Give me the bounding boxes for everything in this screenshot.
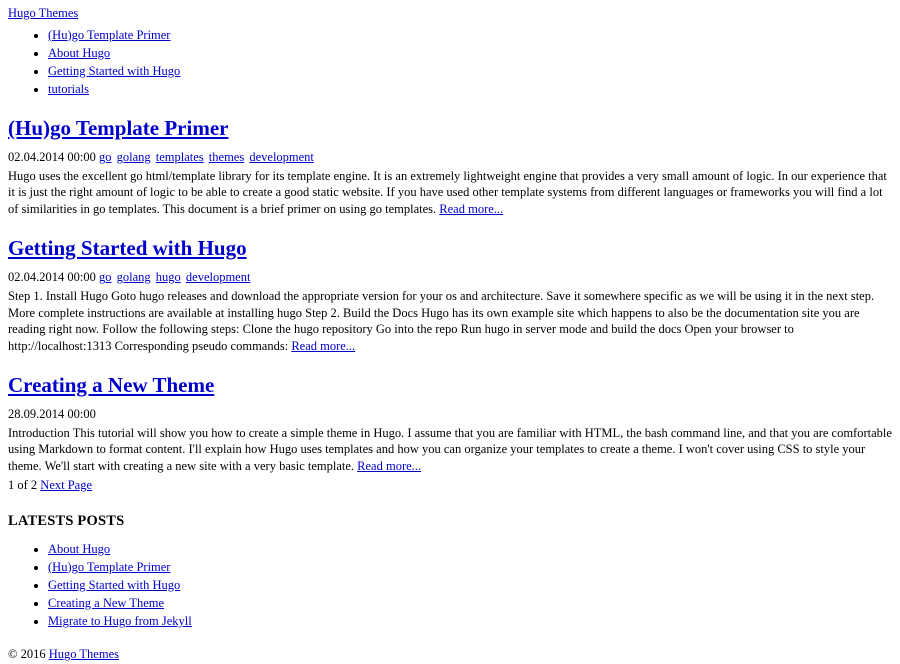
list-item	[48, 612, 892, 630]
nav-item	[48, 26, 892, 44]
latest-post-link-hugo-template-primer[interactable]: (Hu)go Template Primer	[48, 559, 171, 574]
nav-link-hugo-template-primer[interactable]: (Hu)go Template Primer	[48, 27, 171, 42]
next-page-link[interactable]: Next Page	[40, 478, 93, 493]
article-tags	[99, 150, 316, 164]
article-meta	[8, 269, 892, 285]
latest-post-link-getting-started-with-hugo[interactable]: Getting Started with Hugo	[48, 577, 181, 592]
article-summary-text: Introduction This tutorial will show you how to create a simple theme in Hugo. I assume that you are familiar with HTML, the bash command line, and that you are comfortable using Markdown to format content. I'll explain how Hugo uses templates and how you can organize your templates to create a theme. I won't cover using CSS to style your theme. We'll start with creating a new site with a very basic template.	[8, 425, 892, 474]
tag-link[interactable]: themes	[208, 150, 245, 165]
tag-link[interactable]: golang	[116, 150, 151, 165]
latest-posts-list	[8, 540, 892, 631]
nav-item	[48, 80, 892, 98]
read-more-link[interactable]: Read more...	[439, 202, 504, 217]
nav-item	[48, 62, 892, 80]
article-entry	[8, 236, 892, 355]
tag-link[interactable]: development	[249, 150, 314, 165]
read-more-link[interactable]: Read more...	[291, 339, 356, 354]
article-meta	[8, 149, 892, 165]
latest-post-link-migrate-to-hugo-from-jekyll[interactable]: Migrate to Hugo from Jekyll	[48, 614, 192, 629]
page-title	[8, 116, 892, 141]
tag-link[interactable]: templates	[155, 150, 204, 165]
article-summary-text: Hugo uses the excellent go html/template library for its template engine. It is an extremely lightweight engine that provides a very small amount of logic. In our experience that it is just the right amount of logic to be able to create a good static website. If you have used other template systems from different languages or frameworks you will find a lot of similarities in go templates. This document is a brief primer on using go templates.	[8, 168, 887, 217]
article-title-link[interactable]: Getting Started with Hugo	[8, 236, 247, 261]
article-date: 02.04.2014 00:00	[8, 270, 96, 285]
tag-link[interactable]: hugo	[155, 270, 181, 285]
list-item	[48, 594, 892, 612]
latest-post-link-creating-a-new-theme[interactable]: Creating a New Theme	[48, 596, 165, 611]
nav-link-tutorials[interactable]: tutorials	[48, 82, 89, 96]
article-title-link[interactable]: Creating a New Theme	[8, 373, 215, 398]
article-date: 02.04.2014 00:00	[8, 150, 96, 165]
list-item	[48, 576, 892, 594]
latest-post-link-about-hugo[interactable]: About Hugo	[48, 541, 111, 556]
article-title-link[interactable]: (Hu)go Template Primer	[8, 116, 229, 141]
pagination-status: 1 of 2	[8, 478, 38, 493]
page-title	[8, 236, 892, 261]
article-entry	[8, 373, 892, 495]
site-title-link[interactable]: Hugo Themes	[8, 6, 79, 20]
tag-link[interactable]: go	[98, 150, 112, 165]
tag-link[interactable]: go	[98, 270, 112, 285]
footer	[8, 646, 892, 664]
article-summary	[8, 168, 892, 219]
latest-posts-heading: LATESTS POSTS	[8, 512, 125, 529]
tag-link[interactable]: golang	[116, 270, 151, 285]
article-summary-text: Step 1. Install Hugo Goto hugo releases and download the appropriate version for your os and architecture. Save it somewhere specific as we will be using it in the next step. More complete instructions are available at installing hugo Step 2. Build the Docs Hugo has its own example site which happens to also be the documentation site you are reading right now. Follow the following steps: Clone the hugo repository Go into the repo Run hugo in server mode and build the docs Open your browser to http://localhost:1313 Corresponding pseudo commands:	[8, 288, 875, 354]
nav-item	[48, 44, 892, 62]
page-title	[8, 373, 892, 398]
article-entry	[8, 116, 892, 218]
tag-link[interactable]: development	[185, 270, 251, 285]
article-summary	[8, 425, 892, 476]
site-title	[8, 6, 892, 22]
article-date: 28.09.2014 00:00	[8, 407, 96, 422]
article-summary	[8, 288, 892, 356]
article-tags	[99, 270, 252, 284]
main-navigation	[8, 26, 892, 99]
nav-link-about-hugo[interactable]: About Hugo	[48, 45, 111, 60]
footer-copyright: © 2016	[8, 647, 46, 662]
list-item	[48, 540, 892, 558]
list-item	[48, 558, 892, 576]
read-more-link[interactable]: Read more...	[357, 459, 422, 474]
nav-link-getting-started-with-hugo[interactable]: Getting Started with Hugo	[48, 63, 181, 78]
article-meta	[8, 406, 892, 422]
pagination	[8, 477, 892, 495]
footer-site-link[interactable]: Hugo Themes	[48, 647, 119, 662]
